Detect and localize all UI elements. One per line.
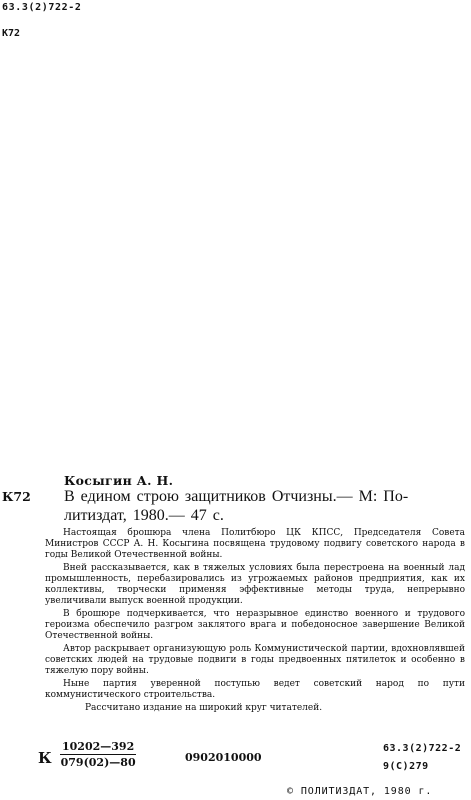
book-code: 0902010000 xyxy=(185,751,262,764)
copyright-notice: © ПОЛИТИЗДАТ, 1980 г. xyxy=(287,786,433,797)
bbk-code-bottom: 9(С)279 xyxy=(383,761,429,772)
annotation-paragraph: Настоящая брошюра члена Политбюро ЦК КПСС, Председателя Совета Министров СССР А. Н. Косыгина посвящена трудовому подвигу советского народа в годы Великой Отечественной войны. xyxy=(45,528,465,560)
annotation-paragraph: В брошюре подчеркивается, что неразрывное единство военного и трудового героизма обеспечило разгром заклятого врага и победоносное завершение Великой Отечественной войны. xyxy=(45,609,465,641)
citation-line-2: литиздат, 1980.— 47 с. xyxy=(64,507,224,524)
annotation-paragraph: Вней рассказывается, как в тяжелых условиях была перестроена на военный лад промышленность, перебазировались из угрожаемых районов предприятия, как их коллективы, творчески применяя эффективные методы труда, непрерывно увеличивали выпуск военной продукции. xyxy=(45,563,465,606)
annotation xyxy=(45,528,465,716)
k-letter: К xyxy=(38,749,52,767)
citation-line-1: В едином строю защитников Отчизны.— М: По- xyxy=(64,488,409,505)
annotation-paragraph: Ныне партия уверенной поступью ведет советский народ по пути коммунистического строительства. xyxy=(45,679,465,700)
annotation-paragraph: Рассчитано издание на широкий круг читателей. xyxy=(85,703,323,713)
annotation-paragraph: Автор раскрывает организующую роль Коммунистической партии, вдохновлявшей советских людей на трудовые подвиги в годы предвоенных пятилеток и особенно в тяжелую пору войны. xyxy=(45,644,465,676)
price-fraction xyxy=(60,740,136,769)
author-code-top: К72 xyxy=(2,28,21,39)
author-code: К72 xyxy=(2,489,31,504)
udc-code-top: 63.3(2)722-2 xyxy=(2,2,82,13)
fraction-numerator: 10202—392 xyxy=(62,740,135,753)
fraction-denominator: 079(02)—80 xyxy=(60,756,136,769)
udc-code-bottom: 63.3(2)722-2 xyxy=(383,743,462,754)
bibliographic-citation xyxy=(64,487,466,525)
author-name: Косыгин А. Н. xyxy=(64,473,174,488)
